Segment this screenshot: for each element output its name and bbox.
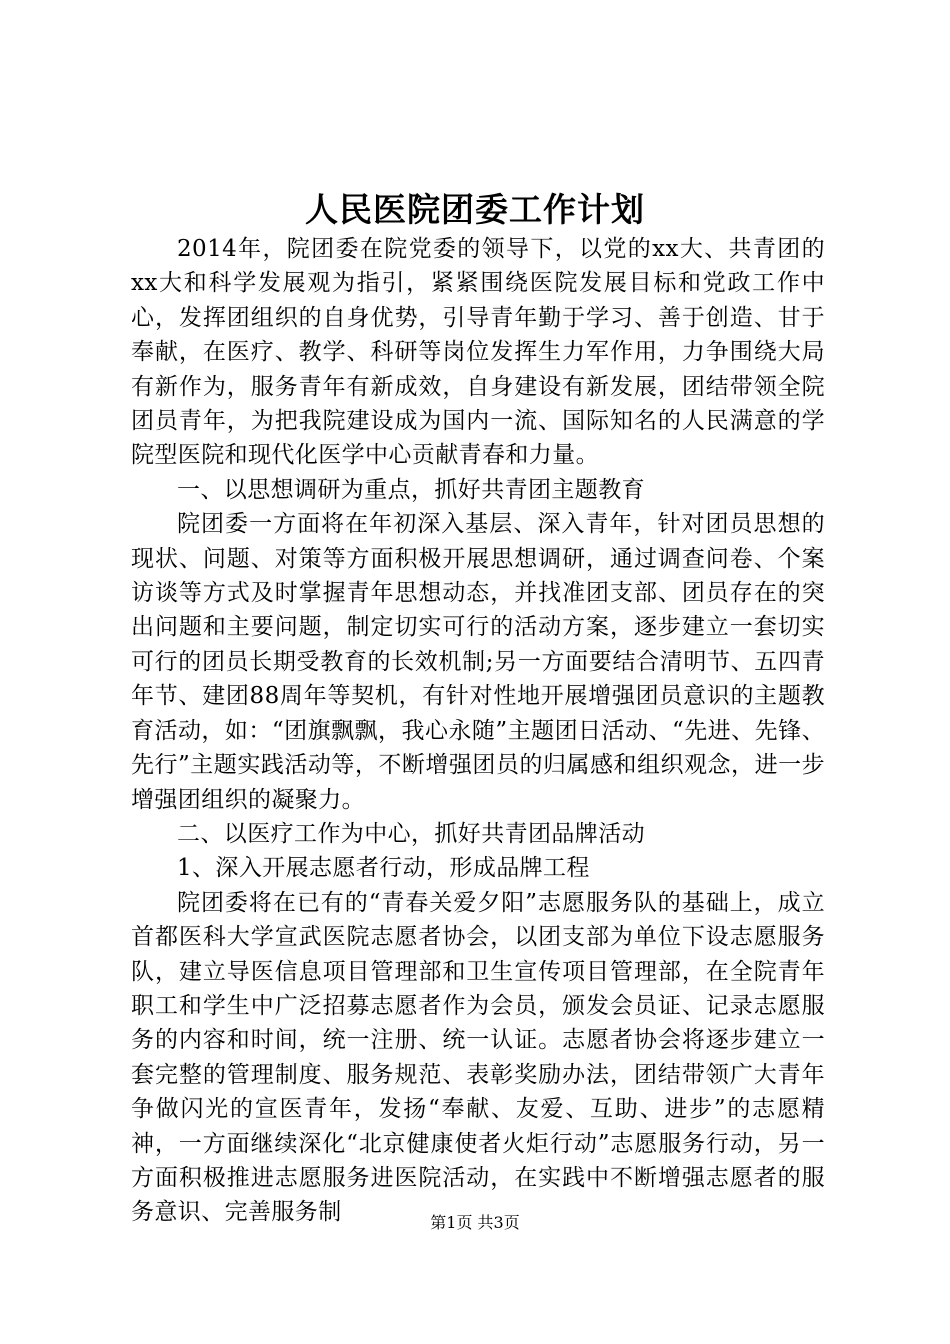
subsection-heading-1: 1、深入开展志愿者行动，形成品牌工程 (177, 855, 590, 882)
section-heading-1: 一、以思想调研为重点，抓好共青团主题教育 (177, 476, 645, 503)
intro-paragraph: 2014年，院团委在院党委的领导下，以党的xx大、共青团的xx大和科学发展观为指引，紧紧围绕医院发展目标和党政工作中心，发挥团组织的自身优势，引导青年勤于学习、善于创造、甘于奉献，在医疗、教学、科研等岗位发挥生力军作用，力争围绕大局有新作为，服务青年有新成效，自身建设有新发展，团结带领全院团员青年，为把我院建设成为国内一流、国际知名的人民满意的学院型医院和现代化医学中心贡献青春和力量。 (131, 236, 825, 469)
section-1-paragraph: 院团委一方面将在年初深入基层、深入青年，针对团员思想的现状、问题、对策等方面积极开展思想调研，通过调查问卷、个案访谈等方式及时掌握青年思想动态，并找准团支部、团员存在的突出问题和主要问题，制定切实可行的活动方案，逐步建立一套切实可行的团员长期受教育的长效机制;另一方面要结合清明节、五四青年节、建团88周年等契机，有针对性地开展增强团员意识的主题教育活动，如：“团旗飘飘，我心永随”主题团日活动、“先进、先锋、先行”主题实践活动等，不断增强团员的归属感和组织观念，进一步增强团组织的凝聚力。 (131, 511, 825, 813)
section-heading-2: 二、以医疗工作为中心，抓好共青团品牌活动 (177, 820, 645, 847)
subsection-1-paragraph: 院团委将在已有的“青春关爱夕阳”志愿服务队的基础上，成立首都医科大学宣武医院志愿者协会，以团支部为单位下设志愿服务队，建立导医信息项目管理部和卫生宣传项目管理部，在全院青年职工和学生中广泛招募志愿者作为会员，颁发会员证、记录志愿服务的内容和时间，统一注册、统一认证。志愿者协会将逐步建立一套完整的管理制度、服务规范、表彰奖励办法，团结带领广大青年争做闪光的宣医青年，发扬“奉献、友爱、互助、进步”的志愿精神，一方面继续深化“北京健康使者火炬行动”志愿服务行动，另一方面积极推进志愿服务进医院活动，在实践中不断增强志愿者的服务意识、完善服务制 (131, 889, 825, 1226)
page-number-footer: 第1页 共3页 (430, 1213, 520, 1232)
document-body (131, 232, 825, 1230)
document-title: 人民医院团委工作计划 (305, 190, 645, 229)
